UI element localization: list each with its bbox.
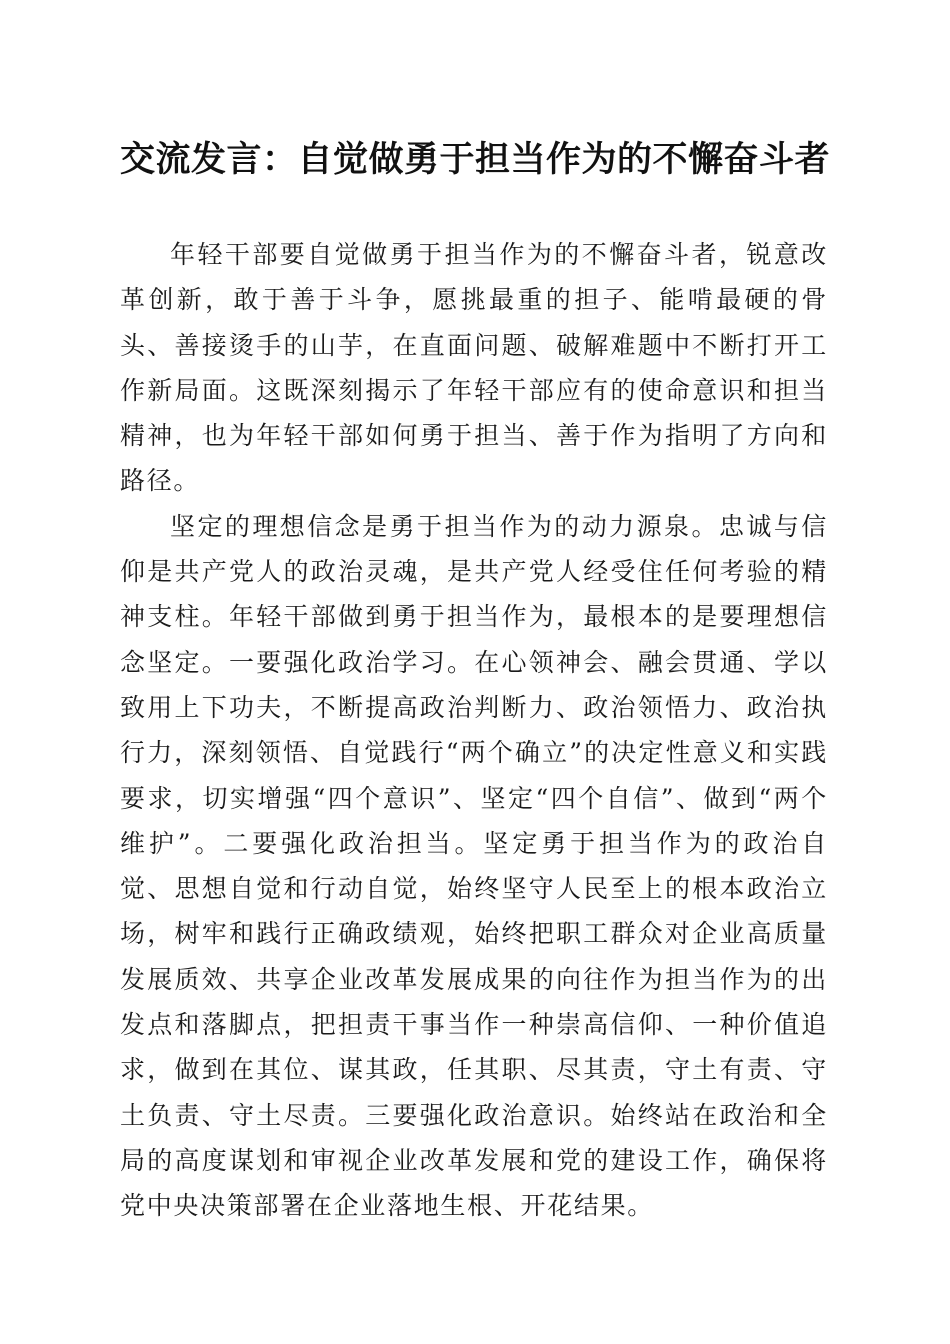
paragraph-intro: 年轻干部要自觉做勇于担当作为的不懈奋斗者，锐意改革创新，敢于善于斗争，愿挑最重的担子、能啃最硬的骨头、善接烫手的山芋，在直面问题、破解难题中不断打开工作新局面。这既深刻揭示了年轻干部应有的使命意识和担当精神，也为年轻干部如何勇于担当、善于作为指明了方向和路径。 xyxy=(120,240,828,496)
document-body xyxy=(120,232,828,1229)
paragraph-ideals: 坚定的理想信念是勇于担当作为的动力源泉。忠诚与信仰是共产党人的政治灵魂，是共产党人经受住任何考验的精神支柱。年轻干部做到勇于担当作为，最根本的是要理想信念坚定。一要强化政治学习。在心领神会、融会贯通、学以致用上下功夫，不断提高政治判断力、政治领悟力、政治执行力，深刻领悟、自觉践行“两个确立”的决定性意义和实践要求，切实增强“四个意识”、坚定“四个自信”、做到“两个维护”。二要强化政治担当。坚定勇于担当作为的政治自觉、思想自觉和行动自觉，始终坚守人民至上的根本政治立场，树牢和践行正确政绩观，始终把职工群众对企业高质量发展质效、共享企业改革发展成果的向往作为担当作为的出发点和落脚点，把担责干事当作一种崇高信仰、一种价值追求，做到在其位、谋其政，任其职、尽其责，守土有责、守土负责、守土尽责。三要强化政治意识。始终站在政治和全局的高度谋划和审视企业改革发展和党的建设工作，确保将党中央决策部署在企业落地生根、开花结果。 xyxy=(120,511,828,1221)
document-title: 交流发言：自觉做勇于担当作为的不懈奋斗者 xyxy=(119,139,830,180)
